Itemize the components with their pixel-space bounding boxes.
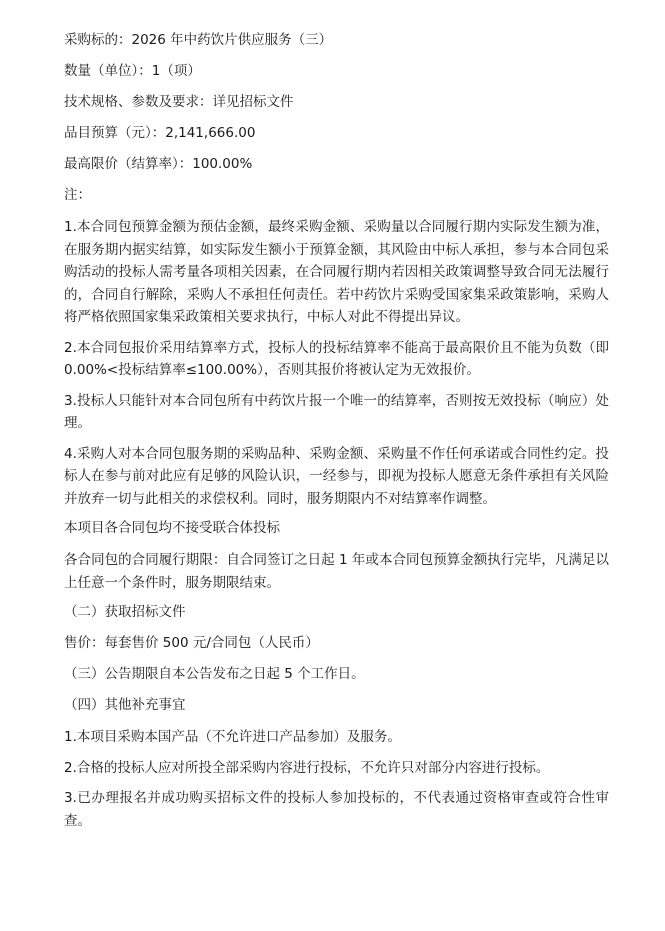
- contract-term: 各合同包的合同履行期限：自合同签订之日起 1 年或本合同包预算金额执行完毕，凡满足以上任意一个条件时，服务期限结束。: [64, 552, 609, 591]
- field-procurement-subject: [64, 30, 609, 51]
- field-max-price: [64, 154, 609, 175]
- field-label: 最高限价（结算率）：: [64, 156, 193, 172]
- field-value: 详见招标文件: [212, 94, 294, 110]
- field-value: 2026 年中药饮片供应服务（三）: [131, 32, 333, 48]
- section-4-title: （四）其他补充事宜: [64, 697, 186, 713]
- note-title: 注：: [64, 187, 91, 203]
- field-quantity: [64, 61, 609, 82]
- supplement-item-3: 3.已办理报名并成功购买招标文件的投标人参加投标的，不代表通过资格审查或符合性审查。: [64, 790, 609, 829]
- field-label: 品目预算（元）：: [64, 125, 166, 141]
- note-item-2: 2.本合同包报价采用结算率方式，投标人的投标结算率不能高于最高限价且不能为负数（即 0.00%<投标结算率≤100.00%），否则其报价将被认定为无效报价。: [64, 339, 609, 378]
- field-label: 数量（单位）：: [64, 63, 152, 79]
- field-tech-spec: [64, 92, 609, 113]
- section-2-title: （二）获取招标文件: [64, 604, 186, 620]
- supplement-item-2: 2.合格的投标人应对所投全部采购内容进行投标，不允许只对部分内容进行投标。: [64, 759, 550, 776]
- field-value: 100.00%: [192, 156, 253, 172]
- field-label: 技术规格、参数及要求：: [64, 94, 213, 110]
- field-value: 1（项）: [151, 63, 201, 79]
- field-value: 2,141,666.00: [165, 125, 256, 141]
- note-item-4: 4.采购人对本合同包服务期的采购品种、采购金额、采购量不作任何承诺或合同性约定。投标人在参与前对此应有足够的风险认识，一经参与，即视为投标人愿意无条件承担有关风险并放弃一切与此相关的求偿权利。同时，服务期限内不对结算率作调整。: [64, 445, 609, 507]
- field-budget: [64, 123, 609, 144]
- field-label: 采购标的：: [64, 32, 132, 48]
- joint-bid-statement: 本项目各合同包均不接受联合体投标: [64, 520, 280, 536]
- announcement-document: [64, 30, 609, 840]
- supplement-item-1: 1.本项目采购本国产品（不允许进口产品参加）及服务。: [64, 729, 401, 745]
- note-item-3: 3.投标人只能针对本合同包所有中药饮片报一个唯一的结算率，否则按无效投标（响应）处理。: [64, 392, 609, 431]
- note-item-1: 1.本合同包预算金额为预估金额，最终采购金额、采购量以合同履行期内实际发生额为准，在服务期内据实结算，如实际发生额小于预算金额，其风险由中标人承担，参与本合同包采购活动的投标人需考量各项相关因素，在合同履行期内若因相关政策调整导致合同无法履行的，合同自行解除，采购人不承担任何责任。若中药饮片采购受国家集采政策影响，采购人将严格依照国家集采政策相关要求执行，中标人对此不得提出异议。: [64, 219, 609, 325]
- document-price: 售价：每套售价 500 元/合同包（人民币）: [64, 635, 319, 651]
- section-3-announcement-period: （三）公告期限自本公告发布之日起 5 个工作日。: [64, 666, 365, 682]
